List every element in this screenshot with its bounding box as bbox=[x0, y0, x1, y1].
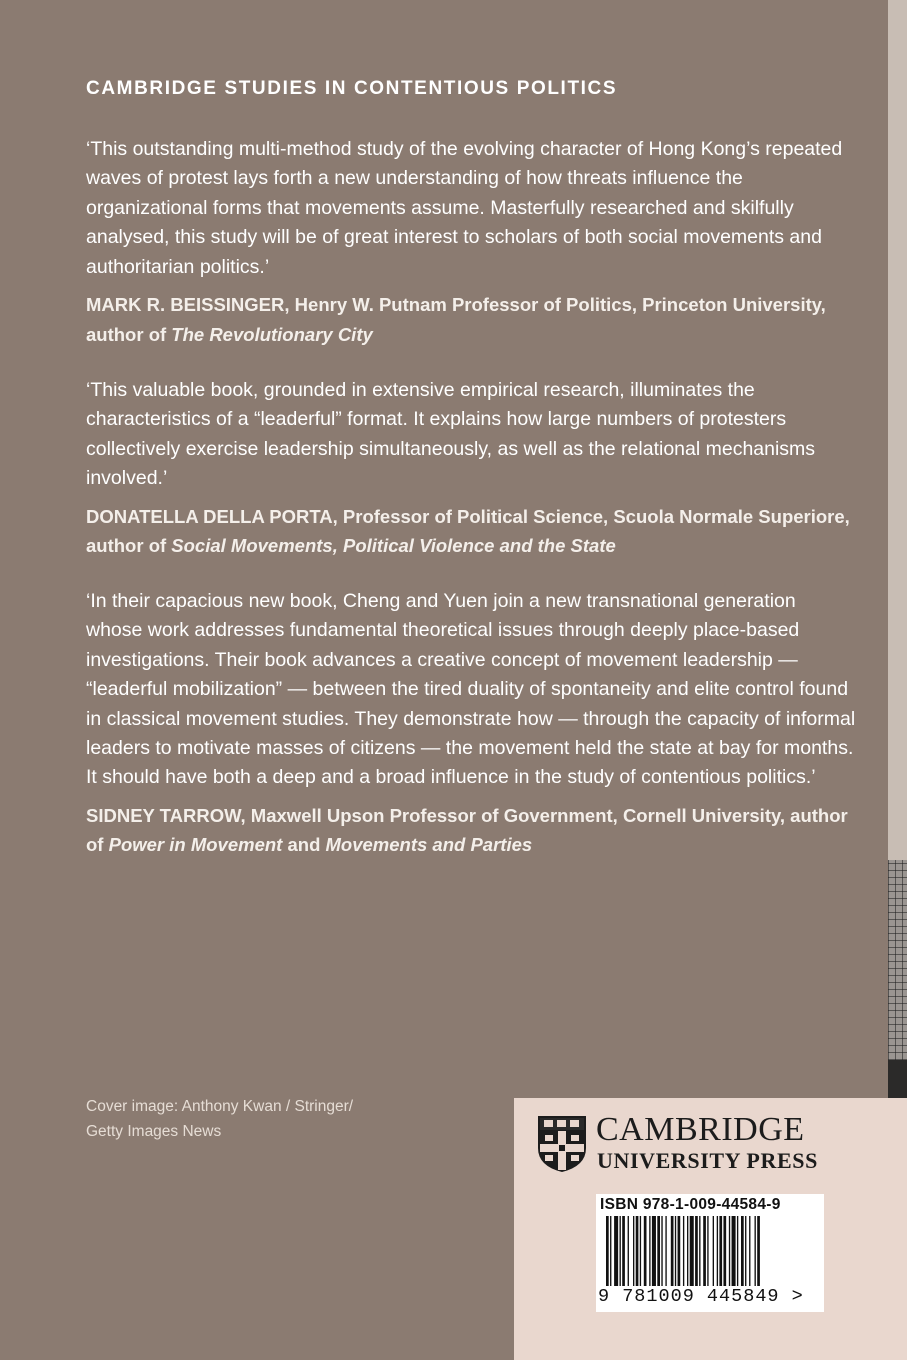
reviewer-name: SIDNEY TARROW bbox=[86, 804, 241, 826]
review-2 bbox=[86, 376, 856, 561]
barcode-bar bbox=[661, 1216, 662, 1292]
reviewer-work: Power in Movement bbox=[108, 834, 283, 856]
barcode-bar bbox=[620, 1216, 621, 1292]
reviewer-name: MARK R. BEISSINGER bbox=[86, 294, 285, 316]
review-1 bbox=[86, 135, 856, 349]
review-attribution bbox=[86, 801, 856, 860]
series-title: CAMBRIDGE STUDIES IN CONTENTIOUS POLITICS bbox=[86, 78, 618, 99]
isbn-text: ISBN 978-1-009-44584-9 bbox=[600, 1196, 781, 1213]
barcode-bar bbox=[717, 1216, 718, 1292]
barcode-bar bbox=[737, 1216, 738, 1292]
reviewer-work-joiner: and bbox=[282, 834, 326, 856]
barcode-bar bbox=[732, 1216, 736, 1292]
barcode-bar bbox=[683, 1216, 684, 1292]
publisher-name: CAMBRIDGE bbox=[596, 1111, 805, 1148]
publisher-subname: UNIVERSITY PRESS bbox=[597, 1148, 818, 1173]
reviewer-work: The Revolutionary City bbox=[171, 323, 373, 345]
barcode-bar bbox=[745, 1216, 746, 1292]
barcode-bar bbox=[749, 1216, 750, 1292]
review-attribution bbox=[86, 502, 856, 561]
reviewer-affiliation: , Henry W. Putnam Professor of Politics, Princeton University, author of bbox=[86, 294, 826, 345]
reviewer-work-2: Movements and Parties bbox=[325, 834, 533, 856]
barcode-bar bbox=[741, 1216, 744, 1292]
barcode-bar bbox=[678, 1216, 681, 1292]
barcode-bar bbox=[606, 1216, 609, 1292]
barcode-icon bbox=[598, 1216, 822, 1292]
barcode-bar bbox=[755, 1216, 756, 1292]
cover-photo-edge bbox=[888, 860, 907, 1060]
reviewer-affiliation: , Maxwell Upson Professor of Government, Cornell University, author of bbox=[86, 804, 848, 856]
reviewer-name: DONATELLA DELLA PORTA bbox=[86, 505, 333, 527]
barcode-number: 9 781009 445849 > bbox=[598, 1286, 804, 1307]
credit-line-1: Cover image: Anthony Kwan / Stringer/ bbox=[86, 1098, 354, 1115]
cover-image-credit bbox=[86, 1094, 446, 1144]
barcode-label bbox=[596, 1194, 824, 1312]
credit-line-2: Getty Images News bbox=[86, 1123, 222, 1140]
review-attribution bbox=[86, 290, 856, 349]
barcode-bar bbox=[757, 1216, 760, 1292]
barcode-bar bbox=[665, 1216, 666, 1292]
barcode-bar bbox=[687, 1216, 688, 1292]
barcode-bar bbox=[695, 1216, 698, 1292]
barcode-bar bbox=[675, 1216, 676, 1292]
barcode-bar bbox=[690, 1216, 694, 1292]
barcode-bar bbox=[628, 1216, 629, 1292]
barcode-bar bbox=[610, 1216, 611, 1292]
barcode-bar bbox=[713, 1216, 714, 1292]
reviewer-affiliation: , Professor of Political Science, Scuola Normale Superiore, author of bbox=[86, 505, 850, 557]
barcode-bar bbox=[614, 1216, 618, 1292]
review-3 bbox=[86, 587, 856, 860]
barcode-bar bbox=[649, 1216, 650, 1292]
barcode-bar bbox=[729, 1216, 730, 1292]
barcode-bar bbox=[640, 1216, 641, 1292]
barcode-bar bbox=[652, 1216, 656, 1292]
barcode-bar bbox=[633, 1216, 634, 1292]
publisher-panel bbox=[514, 1098, 907, 1360]
barcode-bar bbox=[671, 1216, 674, 1292]
barcode-bar bbox=[622, 1216, 625, 1292]
barcode-bar bbox=[644, 1216, 647, 1292]
barcode-bar bbox=[636, 1216, 639, 1292]
review-quote: ‘This valuable book, grounded in extensive empirical research, illuminates the characteristics of a “leaderful” format. It explains how large numbers of protesters collectively exercise leadership simultaneously, as well as the relational mechanisms involved.’ bbox=[86, 379, 816, 490]
cover-photo-dark-edge bbox=[888, 1060, 907, 1100]
review-quote: ‘This outstanding multi-method study of the evolving character of Hong Kong’s repeated waves of protest lays forth a new understanding of how threats influence the organizational forms that movements assume. Masterfully researched and skilfully analysed, this study will be of great interest to scholars of both social movements and authoritarian politics.’ bbox=[86, 138, 843, 278]
barcode-bar bbox=[707, 1216, 708, 1292]
barcode-bar bbox=[703, 1216, 706, 1292]
barcode-bar bbox=[657, 1216, 660, 1292]
barcode-bar bbox=[723, 1216, 726, 1292]
barcode-bar bbox=[699, 1216, 700, 1292]
reviewer-work: Social Movements, Political Violence and the State bbox=[171, 535, 616, 557]
review-quote: ‘In their capacious new book, Cheng and Yuen join a new transnational generation whose work addresses fundamental theoretical issues through deeply place-based investigations. Their book advances a creative concept of movement leadership — “leaderful mobilization” — between the tired duality of spontaneity and elite control found in classical movement studies. They demonstrate how — through the capacity of informal leaders to motivate masses of citizens — the movement held the state at bay for months. It should have both a deep and a broad influence in the study of contentious politics.’ bbox=[86, 590, 856, 789]
cambridge-crest-icon bbox=[536, 1114, 588, 1174]
barcode-bar bbox=[719, 1216, 722, 1292]
